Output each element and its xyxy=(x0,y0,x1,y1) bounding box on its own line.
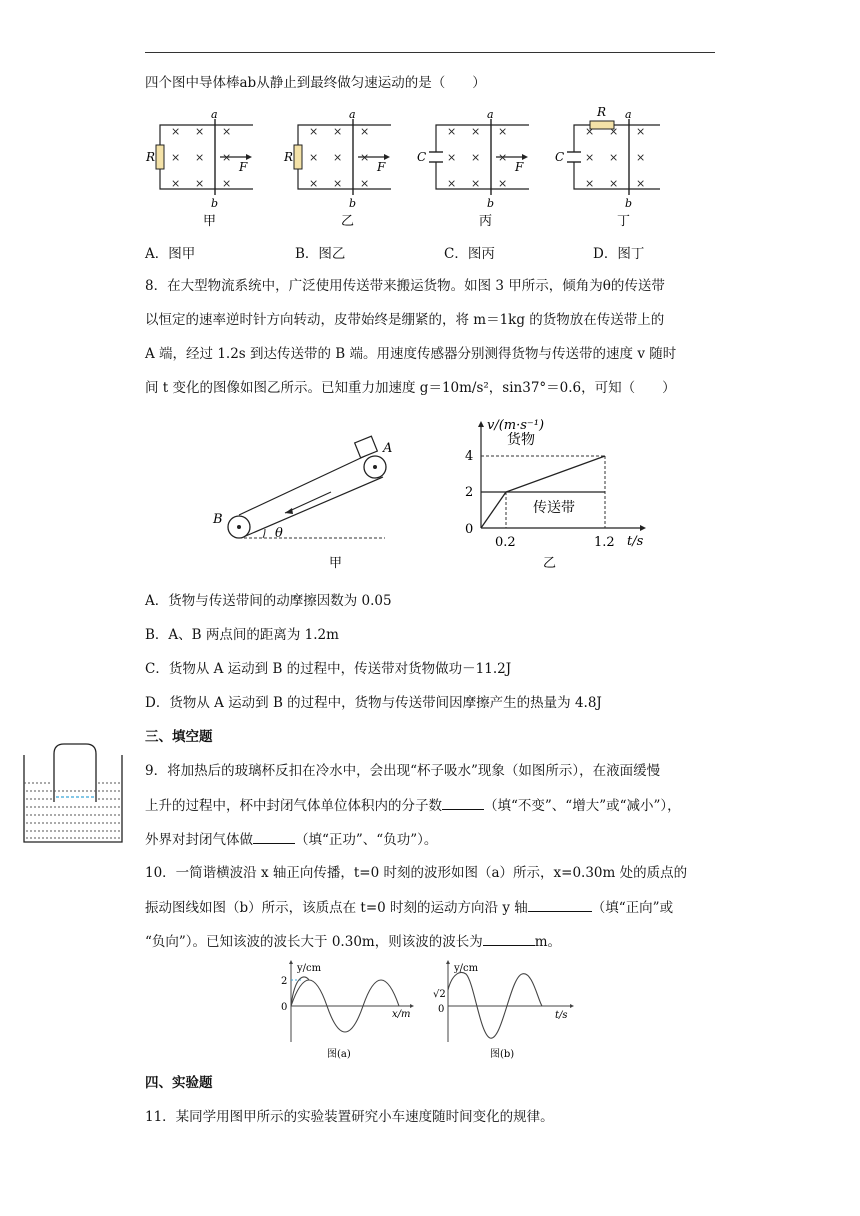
q7-option-d: D．图丁 xyxy=(593,246,645,262)
field-mark: × xyxy=(585,177,595,190)
field-mark: × xyxy=(471,177,481,190)
q8-line-4: 间 t 变化的图像如图乙所示。已知重力加速度 g＝10m/s²，sin37°＝0.6，可知（ ） xyxy=(145,380,676,396)
field-mark: × xyxy=(309,151,319,164)
field-mark: × xyxy=(447,151,457,164)
q8-option-d: D．货物从 A 运动到 B 的过程中，货物与传送带间因摩擦产生的热量为 4.8J xyxy=(145,695,602,711)
label-F: F xyxy=(377,160,386,174)
section-fill-blank: 三、填空题 xyxy=(145,729,213,745)
q8-option-a: A．货物与传送带间的动摩擦因数为 0.05 xyxy=(145,593,392,609)
field-mark: × xyxy=(222,177,232,190)
caption-b: 图(b) xyxy=(490,1049,515,1060)
field-mark: × xyxy=(333,125,343,138)
caption-yi: 乙 xyxy=(341,214,355,229)
caption-jia: 甲 xyxy=(203,214,217,229)
field-mark: × xyxy=(498,125,508,138)
field-mark: × xyxy=(636,177,646,190)
ylabel: v/(m·s⁻¹) xyxy=(487,418,545,433)
xlabel: t/s xyxy=(627,534,644,549)
circuit-jia xyxy=(145,108,253,229)
q10-line-2-text-b: （填“正向”或 xyxy=(591,900,674,916)
q11-line-1: 11．某同学用图甲所示的实验装置研究小车速度随时间变化的规律。 xyxy=(145,1109,554,1125)
q9-blank-2[interactable] xyxy=(253,829,295,844)
q10-line-2 xyxy=(145,897,673,918)
label-C: C xyxy=(555,150,565,164)
field-mark: × xyxy=(585,125,595,138)
caption-ding: 丁 xyxy=(617,214,631,229)
q9-line-2-text-b: （填“不变”、“增大”或“减小”）， xyxy=(484,798,681,814)
caption-bing: 丙 xyxy=(479,214,493,229)
conveyor-figure xyxy=(205,425,405,575)
field-mark: × xyxy=(333,151,343,164)
field-mark: × xyxy=(309,177,319,190)
wave-figure-a xyxy=(275,960,415,1062)
label-a: a xyxy=(487,108,494,121)
vt-graph xyxy=(455,415,665,575)
field-mark: × xyxy=(447,125,457,138)
q7-option-c: C．图丙 xyxy=(444,246,495,262)
q9-line-1: 9．将加热后的玻璃杯反扣在冷水中，会出现“杯子吸水”现象（如图所示），在液面缓慢 xyxy=(145,763,661,779)
top-rule xyxy=(145,52,715,53)
field-mark: × xyxy=(171,125,181,138)
field-mark: × xyxy=(636,151,646,164)
label-R: R xyxy=(146,150,156,164)
q10-line-3 xyxy=(145,931,561,952)
field-mark: × xyxy=(609,177,619,190)
field-mark: × xyxy=(609,125,619,138)
caption-yi: 乙 xyxy=(543,556,557,571)
caption-a: 图(a) xyxy=(327,1049,351,1060)
ytick-4: 4 xyxy=(465,449,474,464)
q10-line-3-text-b: m。 xyxy=(534,934,562,950)
q9-line-3 xyxy=(145,829,437,850)
field-mark: × xyxy=(171,151,181,164)
caption-jia: 甲 xyxy=(329,556,343,571)
field-mark: × xyxy=(585,151,595,164)
field-mark: × xyxy=(195,125,205,138)
xlabel: t/s xyxy=(555,1010,568,1021)
ylabel: y/cm xyxy=(454,963,479,974)
field-mark: × xyxy=(222,125,232,138)
label-cargo: 货物 xyxy=(507,432,535,448)
label-a: a xyxy=(211,108,218,121)
wave-figure-b xyxy=(430,960,580,1062)
field-mark: × xyxy=(309,125,319,138)
q10-line-1: 10．一简谐横波沿 x 轴正向传播，t=0 时刻的波形如图（a）所示，x=0.30m 处的质点的 xyxy=(145,865,688,881)
field-mark: × xyxy=(360,177,370,190)
section-experiment: 四、实验题 xyxy=(145,1075,213,1091)
label-belt: 传送带 xyxy=(533,500,575,516)
field-mark: × xyxy=(471,151,481,164)
label-b: b xyxy=(211,197,219,210)
field-mark: × xyxy=(171,177,181,190)
label-F: F xyxy=(515,160,524,174)
field-mark: × xyxy=(195,151,205,164)
ylabel: y/cm xyxy=(297,963,322,974)
label-R: R xyxy=(284,150,294,164)
field-mark: × xyxy=(333,177,343,190)
cup-in-water-figure xyxy=(22,740,127,848)
q10-line-2-text-a: 振动图线如图（b）所示，该质点在 t=0 时刻的运动方向沿 y 轴 xyxy=(145,900,528,916)
q8-line-3: A 端，经过 1.2s 到达传送带的 B 端。用速度传感器分别测得货物与传送带的速度 v 随时 xyxy=(145,346,677,362)
q10-blank-2[interactable] xyxy=(483,931,535,946)
q7-figures xyxy=(140,105,660,230)
circuit-ding xyxy=(555,105,660,229)
q8-option-c: C．货物从 A 运动到 B 的过程中，传送带对货物做功－11.2J xyxy=(145,661,512,677)
field-mark: × xyxy=(498,177,508,190)
field-mark: × xyxy=(471,125,481,138)
q10-blank-1[interactable] xyxy=(528,897,592,912)
circuit-yi xyxy=(283,108,391,229)
ytick-0: 0 xyxy=(281,1002,288,1013)
ytick-sqrt2: √2 xyxy=(433,989,446,1000)
field-mark: × xyxy=(360,151,370,164)
field-mark: × xyxy=(609,151,619,164)
field-mark: × xyxy=(498,151,508,164)
q9-line-2-text-a: 上升的过程中，杯中封闭气体单位体积内的分子数 xyxy=(145,798,442,814)
field-mark: × xyxy=(222,151,232,164)
q10-line-3-text-a: “负向”）。已知该波的波长大于 0.30m，则该波的波长为 xyxy=(145,934,483,950)
label-A: A xyxy=(383,441,393,456)
q8-option-b: B．A、B 两点间的距离为 1.2m xyxy=(145,627,339,643)
xlabel: x/m xyxy=(392,1009,411,1020)
q7-stem: 四个图中导体棒ab从静止到最终做匀速运动的是（ ） xyxy=(145,75,486,91)
q9-line-2 xyxy=(145,795,681,816)
q8-line-1: 8．在大型物流系统中，广泛使用传送带来搬运货物。如图 3 甲所示，倾角为θ的传送带 xyxy=(145,278,665,294)
ytick-0: 0 xyxy=(465,522,474,537)
label-a: a xyxy=(625,108,632,121)
q7-option-b: B．图乙 xyxy=(295,246,346,262)
field-mark: × xyxy=(636,125,646,138)
label-B: B xyxy=(213,512,223,527)
label-F: F xyxy=(239,160,248,174)
field-mark: × xyxy=(195,177,205,190)
label-b: b xyxy=(625,197,633,210)
q8-line-2: 以恒定的速率逆时针方向转动，皮带始终是绷紧的，将 m＝1kg 的货物放在传送带上的 xyxy=(145,312,665,328)
xtick-1.2: 1.2 xyxy=(594,535,615,550)
ytick-0: 0 xyxy=(438,1004,445,1015)
q9-blank-1[interactable] xyxy=(442,795,484,810)
label-b: b xyxy=(487,197,495,210)
ytick-2: 2 xyxy=(465,485,474,500)
xtick-0.2: 0.2 xyxy=(495,535,516,550)
circuit-bing xyxy=(417,108,529,229)
label-theta: θ xyxy=(275,526,283,541)
label-a: a xyxy=(349,108,356,121)
label-R: R xyxy=(597,105,607,119)
label-b: b xyxy=(349,197,357,210)
q9-line-3-text-a: 外界对封闭气体做 xyxy=(145,832,253,848)
field-mark: × xyxy=(447,177,457,190)
field-mark: × xyxy=(360,125,370,138)
label-C: C xyxy=(417,150,427,164)
q9-line-3-text-b: （填“正功”、“负功”）。 xyxy=(295,832,438,848)
q7-option-a: A．图甲 xyxy=(145,246,196,262)
ytick-2: 2 xyxy=(281,976,288,987)
